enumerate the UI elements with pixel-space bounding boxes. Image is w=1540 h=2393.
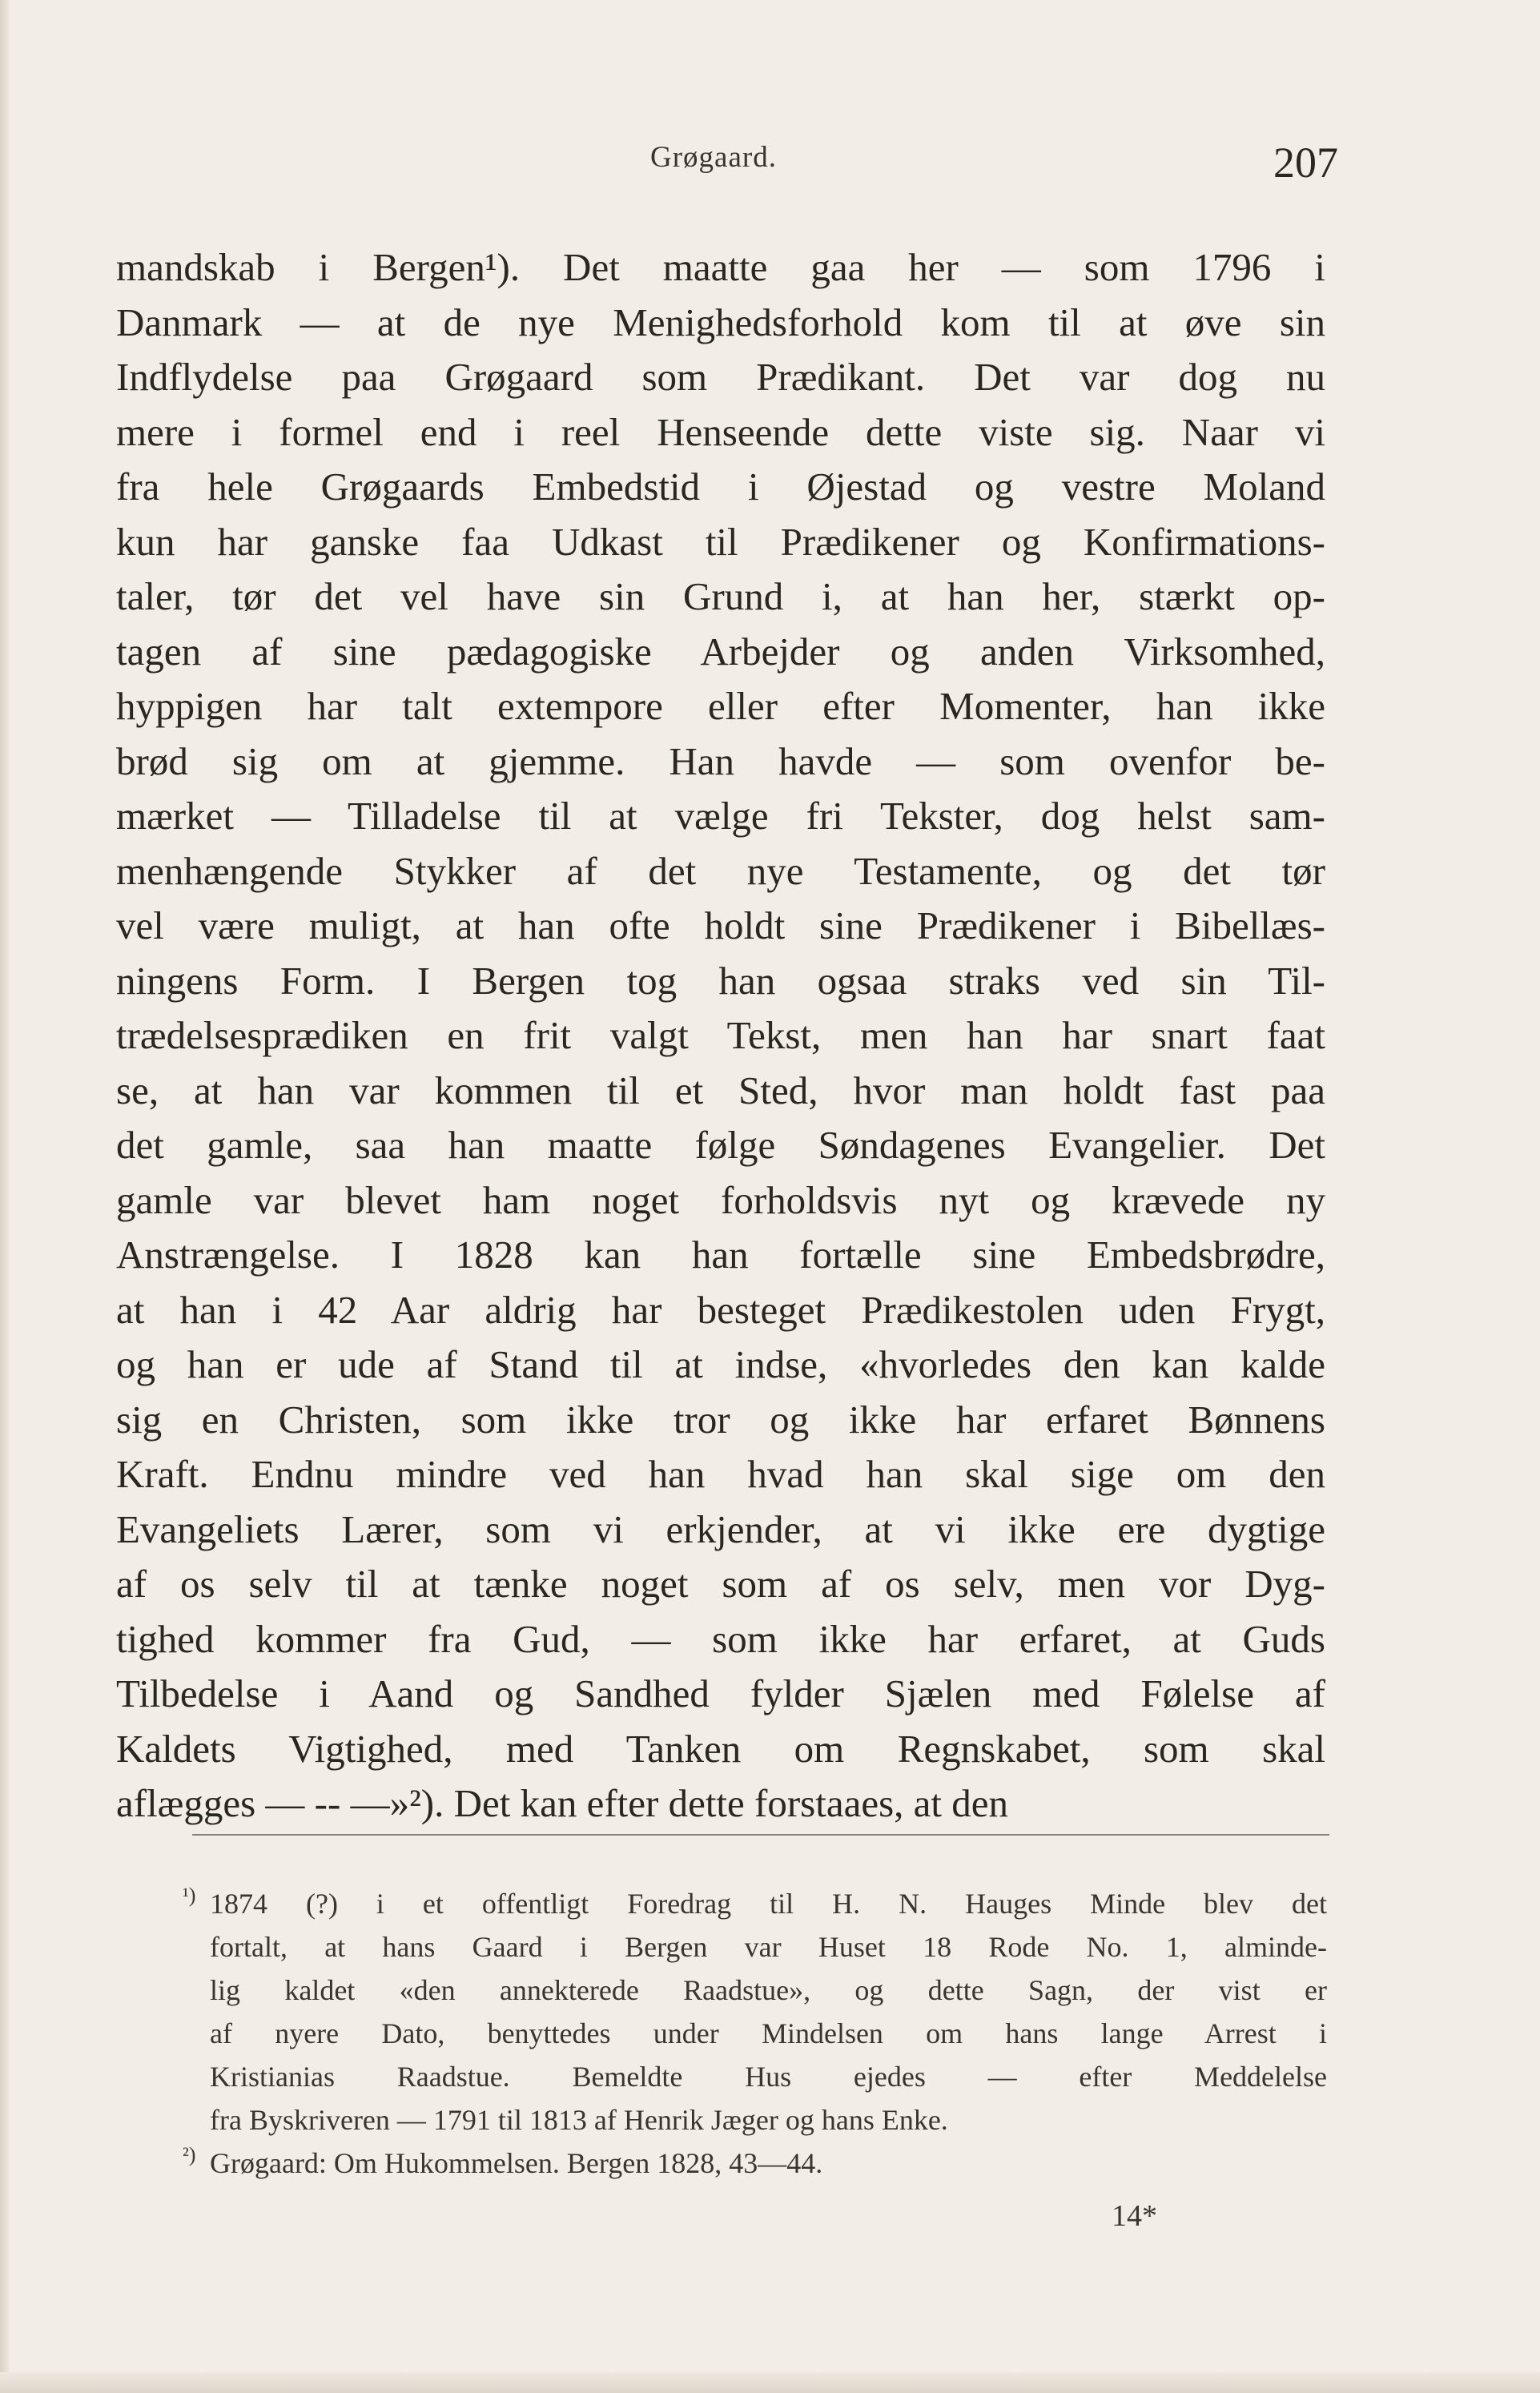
body-line: gamle var blevet ham noget forholdsvis nyt og krævede ny — [116, 1177, 1325, 1222]
body-line: det gamle, saa han maatte følge Søndagenes Evangelier. Det — [116, 1123, 1325, 1167]
body-line: tagen af sine pædagogiske Arbejder og anden Virksomhed, — [116, 629, 1325, 674]
footnote-line: fra Byskriveren — 1791 til 1813 af Henrik Jæger og hans Enke. — [210, 2104, 948, 2136]
body-line: Kraft. Endnu mindre ved han hvad han skal sige om den — [116, 1452, 1325, 1496]
body-line: Tilbedelse i Aand og Sandhed fylder Sjælen med Følelse af — [116, 1671, 1325, 1715]
body-line: Evangeliets Lærer, som vi erkjender, at vi ikke ere dygtige — [116, 1506, 1325, 1551]
body-line: at han i 42 Aar aldrig har besteget Prædikestolen uden Frygt, — [116, 1287, 1325, 1332]
body-text — [116, 240, 1325, 1832]
body-line: af os selv til at tænke noget som af os selv, men vor Dyg- — [116, 1562, 1325, 1606]
footnote-line: fortalt, at hans Gaard i Bergen var Huset 18 Rode No. 1, alminde- — [210, 1931, 1327, 1963]
page-number: 207 — [1273, 139, 1338, 187]
printer-signature-mark: 14* — [1112, 2199, 1157, 2233]
body-line: se, at han var kommen til et Sted, hvor man holdt fast paa — [116, 1068, 1325, 1112]
page-gutter-shadow — [0, 0, 10, 2393]
footnote-line: Kristianias Raadstue. Bemeldte Hus ejedes — efter Meddelelse — [210, 2061, 1327, 2093]
footnote-marker-1: ¹) — [183, 1884, 196, 1907]
body-line: tighed kommer fra Gud, — som ikke har erfaret, at Guds — [116, 1616, 1325, 1661]
body-line: Indflydelse paa Grøgaard som Prædikant. Det var dog nu — [116, 355, 1325, 399]
body-line: ningens Form. I Bergen tog han ogsaa straks ved sin Til- — [116, 958, 1325, 1003]
footnote-separator-rule — [192, 1834, 1329, 1836]
body-line: mærket — Tilladelse til at vælge fri Tekster, dog helst sam- — [116, 794, 1325, 838]
footnote-line: Grøgaard: Om Hukommelsen. Bergen 1828, 43—44. — [210, 2147, 823, 2179]
page-bottom-edge — [0, 2372, 1540, 2393]
body-line: brød sig om at gjemme. Han havde — som ovenfor be- — [116, 738, 1325, 783]
footnotes — [210, 1882, 1327, 2185]
running-head: Grøgaard. — [650, 141, 777, 174]
body-line: hyppigen har talt extempore eller efter Momenter, han ikke — [116, 684, 1325, 728]
footnote-line: 1874 (?) i et offentligt Foredrag til H. N. Hauges Minde blev det — [210, 1888, 1327, 1920]
body-line: fra hele Grøgaards Embedstid i Øjestad og vestre Moland — [116, 465, 1325, 509]
body-line: og han er ude af Stand til at indse, «hvorledes den kan kalde — [116, 1342, 1325, 1386]
footnote-marker-2: ²) — [183, 2143, 196, 2166]
body-line: mandskab i Bergen¹). Det maatte gaa her — som 1796 i — [116, 245, 1325, 289]
footnote-line: lig kaldet «den annekterede Raadstue», og dette Sagn, der vist er — [210, 1974, 1327, 2006]
body-line: Anstrængelse. I 1828 kan han fortælle sine Embedsbrødre, — [116, 1233, 1325, 1277]
body-line: kun har ganske faa Udkast til Prædikener og Konfirmations- — [116, 519, 1325, 564]
body-line: mere i formel end i reel Henseende dette viste sig. Naar vi — [116, 409, 1325, 454]
body-line: trædelsesprædiken en frit valgt Tekst, men han har snart faat — [116, 1013, 1325, 1057]
body-line: aflægges — -- —»²). Det kan efter dette forstaaes, at den — [116, 1781, 1009, 1825]
footnote-line: af nyere Dato, benyttedes under Mindelsen om hans lange Arrest i — [210, 2017, 1327, 2049]
body-line: sig en Christen, som ikke tror og ikke har erfaret Bønnens — [116, 1397, 1325, 1442]
body-line: taler, tør det vel have sin Grund i, at han her, stærkt op- — [116, 574, 1325, 618]
body-line: Danmark — at de nye Menighedsforhold kom til at øve sin — [116, 300, 1325, 344]
body-line: menhængende Stykker af det nye Testamente, og det tør — [116, 848, 1325, 893]
body-line: vel være muligt, at han ofte holdt sine Prædikener i Bibellæs- — [116, 903, 1325, 947]
body-line: Kaldets Vigtighed, med Tanken om Regnskabet, som skal — [116, 1726, 1325, 1771]
